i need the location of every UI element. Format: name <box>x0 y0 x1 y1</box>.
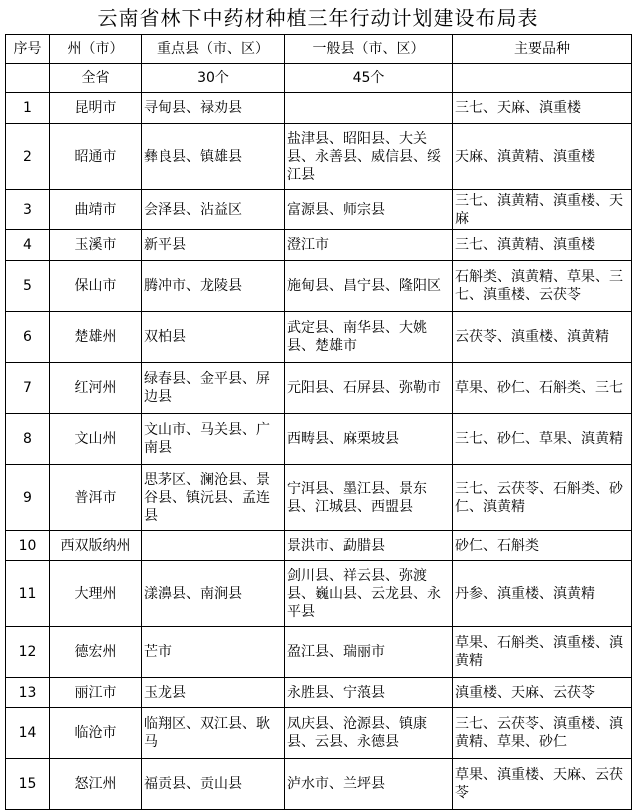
row-general-counties: 武定县、南华县、大姚县、楚雄市 <box>285 312 453 363</box>
row-no: 15 <box>6 759 50 810</box>
table-row <box>6 465 632 531</box>
header-species: 主要品种 <box>453 35 632 64</box>
total-label: 全省 <box>50 64 142 93</box>
row-species: 三七、滇黄精、滇重楼 <box>453 230 632 261</box>
row-no: 5 <box>6 261 50 312</box>
row-prefecture: 昆明市 <box>50 93 142 124</box>
row-key-counties <box>142 531 285 561</box>
row-key-counties: 腾冲市、龙陵县 <box>142 261 285 312</box>
row-key-counties: 漾濞县、南涧县 <box>142 561 285 627</box>
row-prefecture: 怒江州 <box>50 759 142 810</box>
row-key-counties: 临翔区、双江县、耿马 <box>142 708 285 759</box>
row-no: 14 <box>6 708 50 759</box>
row-key-counties: 双柏县 <box>142 312 285 363</box>
row-key-counties: 会泽县、沾益区 <box>142 190 285 230</box>
row-key-counties: 福贡县、贡山县 <box>142 759 285 810</box>
row-prefecture: 红河州 <box>50 363 142 414</box>
row-prefecture: 曲靖市 <box>50 190 142 230</box>
row-key-counties: 文山市、马关县、广南县 <box>142 414 285 465</box>
header-no: 序号 <box>6 35 50 64</box>
row-prefecture: 昭通市 <box>50 124 142 190</box>
row-key-counties: 绿春县、金平县、屏边县 <box>142 363 285 414</box>
row-species: 草果、石斛类、滇重楼、滇黄精 <box>453 627 632 678</box>
table-row <box>6 414 632 465</box>
table-row <box>6 759 632 810</box>
row-general-counties: 景洪市、勐腊县 <box>285 531 453 561</box>
row-no: 12 <box>6 627 50 678</box>
row-key-counties: 新平县 <box>142 230 285 261</box>
row-general-counties: 盈江县、瑞丽市 <box>285 627 453 678</box>
row-key-counties: 芒市 <box>142 627 285 678</box>
row-species: 丹参、滇重楼、滇黄精 <box>453 561 632 627</box>
table-row <box>6 190 632 230</box>
table-body <box>6 93 632 810</box>
table-row <box>6 363 632 414</box>
row-species: 三七、天麻、滇重楼 <box>453 93 632 124</box>
row-general-counties: 永胜县、宁蒗县 <box>285 678 453 708</box>
row-species: 云茯苓、滇重楼、滇黄精 <box>453 312 632 363</box>
table-row <box>6 312 632 363</box>
row-general-counties <box>285 93 453 124</box>
table-row <box>6 230 632 261</box>
row-key-counties: 玉龙县 <box>142 678 285 708</box>
row-key-counties: 彝良县、镇雄县 <box>142 124 285 190</box>
total-no-cell <box>6 64 50 93</box>
row-no: 1 <box>6 93 50 124</box>
table-row <box>6 531 632 561</box>
table-row <box>6 627 632 678</box>
row-general-counties: 凤庆县、沧源县、镇康县、云县、永德县 <box>285 708 453 759</box>
row-species: 草果、砂仁、石斛类、三七 <box>453 363 632 414</box>
row-key-counties: 寻甸县、禄劝县 <box>142 93 285 124</box>
row-general-counties: 富源县、师宗县 <box>285 190 453 230</box>
header-row <box>6 35 632 64</box>
row-no: 13 <box>6 678 50 708</box>
row-species: 三七、砂仁、草果、滇黄精 <box>453 414 632 465</box>
total-row <box>6 64 632 93</box>
row-general-counties: 澄江市 <box>285 230 453 261</box>
row-no: 6 <box>6 312 50 363</box>
row-no: 4 <box>6 230 50 261</box>
header-general-counties: 一般县（市、区） <box>285 35 453 64</box>
row-no: 11 <box>6 561 50 627</box>
row-no: 2 <box>6 124 50 190</box>
total-general-count: 45个 <box>285 64 453 93</box>
row-general-counties: 西畴县、麻栗坡县 <box>285 414 453 465</box>
row-prefecture: 西双版纳州 <box>50 531 142 561</box>
row-species: 天麻、滇黄精、滇重楼 <box>453 124 632 190</box>
table-row <box>6 708 632 759</box>
row-no: 10 <box>6 531 50 561</box>
table-title: 云南省林下中药材种植三年行动计划建设布局表 <box>97 6 539 30</box>
layout-table <box>5 34 632 810</box>
row-general-counties: 元阳县、石屏县、弥勒市 <box>285 363 453 414</box>
row-prefecture: 大理州 <box>50 561 142 627</box>
row-species: 三七、云茯苓、滇重楼、滇黄精、草果、砂仁 <box>453 708 632 759</box>
row-prefecture: 楚雄州 <box>50 312 142 363</box>
row-prefecture: 文山州 <box>50 414 142 465</box>
table-row <box>6 561 632 627</box>
header-prefecture: 州（市） <box>50 35 142 64</box>
row-prefecture: 普洱市 <box>50 465 142 531</box>
row-general-counties: 剑川县、祥云县、弥渡县、巍山县、云龙县、永平县 <box>285 561 453 627</box>
table-row <box>6 124 632 190</box>
table-row <box>6 261 632 312</box>
row-prefecture: 丽江市 <box>50 678 142 708</box>
row-general-counties: 施甸县、昌宁县、隆阳区 <box>285 261 453 312</box>
row-prefecture: 临沧市 <box>50 708 142 759</box>
row-general-counties: 宁洱县、墨江县、景东县、江城县、西盟县 <box>285 465 453 531</box>
total-key-count: 30个 <box>142 64 285 93</box>
row-species: 三七、滇黄精、滇重楼、天麻 <box>453 190 632 230</box>
row-prefecture: 玉溪市 <box>50 230 142 261</box>
row-general-counties: 盐津县、昭阳县、大关县、永善县、威信县、绥江县 <box>285 124 453 190</box>
row-prefecture: 保山市 <box>50 261 142 312</box>
row-no: 7 <box>6 363 50 414</box>
row-no: 8 <box>6 414 50 465</box>
header-key-counties: 重点县（市、区） <box>142 35 285 64</box>
row-species: 石斛类、滇黄精、草果、三七、滇重楼、云茯苓 <box>453 261 632 312</box>
row-species: 草果、滇重楼、天麻、云茯苓 <box>453 759 632 810</box>
row-no: 3 <box>6 190 50 230</box>
row-species: 三七、云茯苓、石斛类、砂仁、滇黄精 <box>453 465 632 531</box>
table-row <box>6 93 632 124</box>
table-row <box>6 678 632 708</box>
row-general-counties: 泸水市、兰坪县 <box>285 759 453 810</box>
row-species: 砂仁、石斛类 <box>453 531 632 561</box>
row-prefecture: 德宏州 <box>50 627 142 678</box>
total-species-cell <box>453 64 632 93</box>
row-key-counties: 思茅区、澜沧县、景谷县、镇沅县、孟连县 <box>142 465 285 531</box>
row-no: 9 <box>6 465 50 531</box>
row-species: 滇重楼、天麻、云茯苓 <box>453 678 632 708</box>
